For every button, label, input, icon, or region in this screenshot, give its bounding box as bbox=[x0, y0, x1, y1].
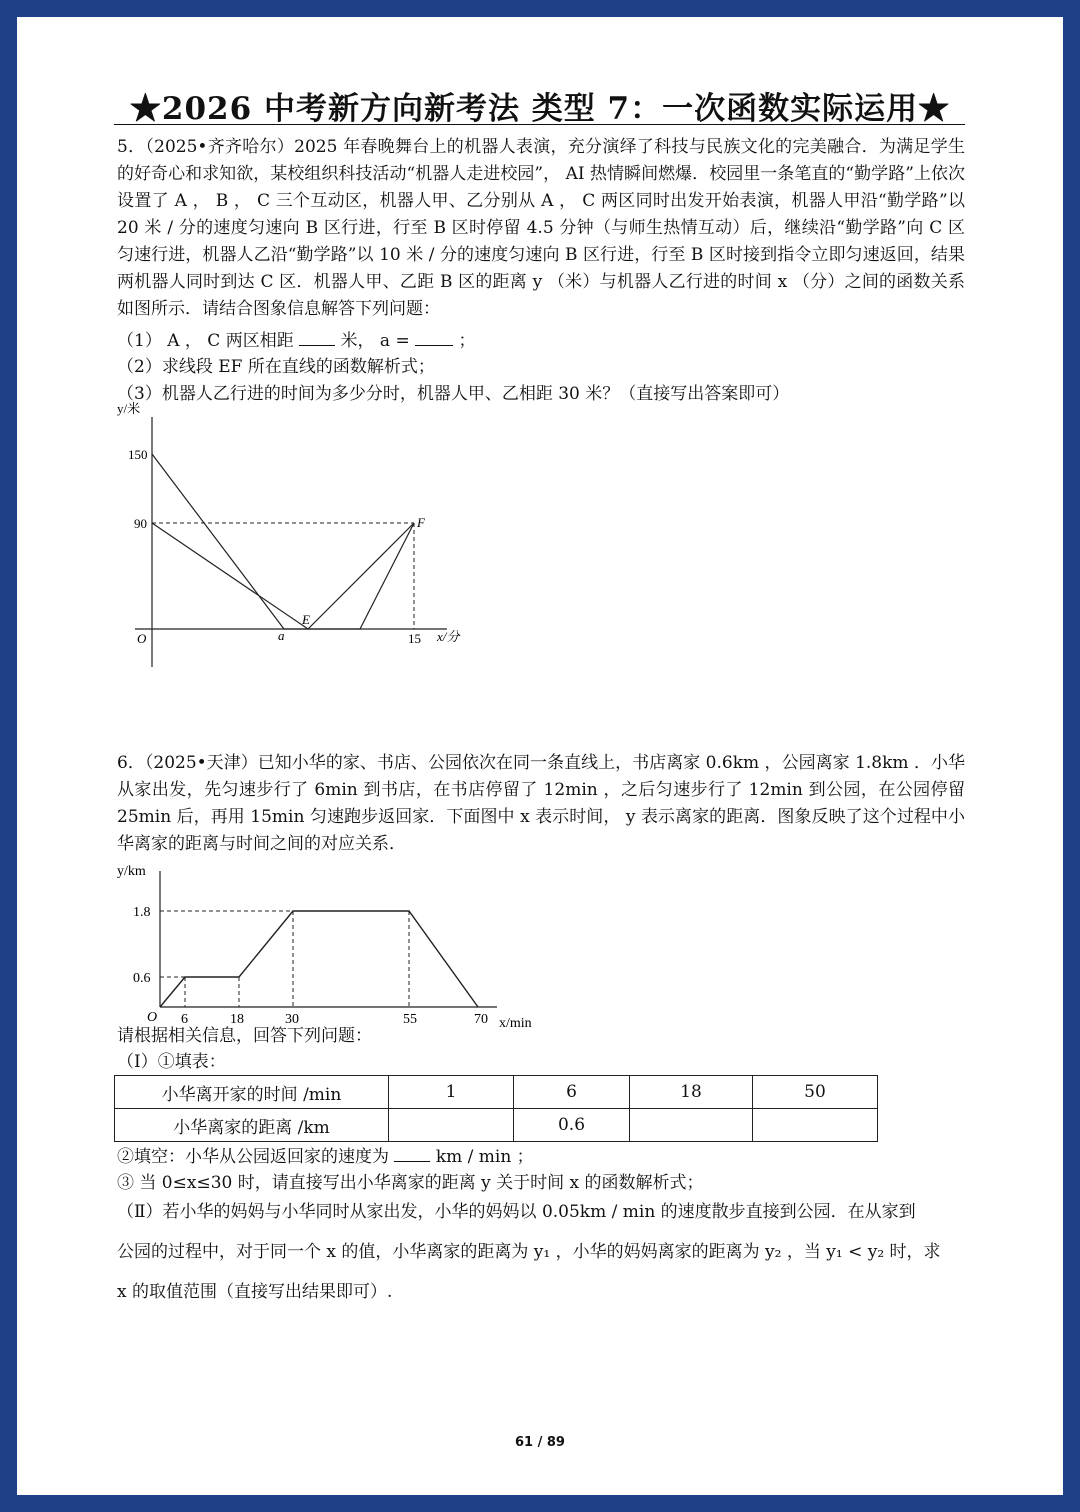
q6-part2-line2: 公园的过程中，对于同一个 x 的值，小华离家的距离为 y₁ ，小华的妈妈离家的距离为 y₂ ，当 y₁ < y₂ 时，求 bbox=[117, 1242, 941, 1262]
g6-x-tick-30: 30 bbox=[285, 1012, 299, 1027]
q5-part2: （2）求线段 EF 所在直线的函数解析式； bbox=[117, 357, 435, 377]
g5-label-E: E bbox=[302, 612, 310, 627]
q5-part1-a: （1） A ， C 两区相距 bbox=[117, 331, 294, 351]
table-cell: 50 bbox=[753, 1076, 878, 1109]
q6-part1-3: ③ 当 0≤x≤30 时，请直接写出小华离家的距离 y 关于时间 x 的函数解析式； bbox=[117, 1173, 704, 1193]
g6-origin: O bbox=[147, 1010, 158, 1025]
q6-prompt: 请根据相关信息，回答下列问题： bbox=[117, 1026, 372, 1046]
table-cell-input[interactable] bbox=[389, 1109, 514, 1142]
page-number: 61 / 89 bbox=[515, 1435, 565, 1450]
q6-blank-speed[interactable] bbox=[394, 1143, 430, 1162]
page-title: ★2026 中考新方向新考法 类型 7：一次函数实际运用★ bbox=[129, 91, 951, 127]
g5-series-jia bbox=[152, 454, 414, 629]
table-cell: 18 bbox=[630, 1076, 753, 1109]
table-row bbox=[115, 1076, 878, 1109]
q6-graph bbox=[17, 857, 1063, 1037]
g6-x-tick-55: 55 bbox=[403, 1012, 417, 1027]
g6-y-tick-18: 1.8 bbox=[133, 905, 151, 920]
q5-part1-c: ； bbox=[458, 331, 476, 351]
q6-part1-label: （Ⅰ）①填表： bbox=[117, 1052, 226, 1072]
g6-y-label: y/km bbox=[117, 864, 146, 879]
g5-y-tick-90: 90 bbox=[134, 516, 147, 531]
table-cell: 1 bbox=[389, 1076, 514, 1109]
g6-x-label: x/min bbox=[499, 1016, 532, 1031]
q5-graph bbox=[17, 17, 1063, 717]
g5-y-label: y/米 bbox=[117, 401, 141, 416]
table-cell: 6 bbox=[514, 1076, 630, 1109]
g5-x-label: x/分 bbox=[437, 629, 460, 644]
table-row2-header: 小华离家的距离 /km bbox=[115, 1109, 389, 1142]
g6-series bbox=[160, 911, 478, 1007]
g5-series-yi bbox=[152, 523, 414, 629]
q6-fill-table bbox=[114, 1075, 878, 1142]
table-row1-header: 小华离开家的时间 /min bbox=[115, 1076, 389, 1109]
g6-x-tick-18: 18 bbox=[230, 1012, 244, 1027]
q6-part1-2a: ②填空：小华从公园返回家的速度为 bbox=[117, 1147, 389, 1167]
g6-x-tick-6: 6 bbox=[181, 1012, 188, 1027]
g5-x-tick-a: a bbox=[278, 628, 285, 643]
table-row bbox=[115, 1109, 878, 1142]
q6-part1-2 bbox=[117, 1143, 977, 1171]
g6-y-tick-06: 0.6 bbox=[133, 971, 151, 986]
q5-text: 5．（2025•齐齐哈尔）2025 年春晚舞台上的机器人表演，充分演绎了科技与民族文化的完美融合．为满足学生的好奇心和求知欲，某校组织科技活动“机器人走进校园”， AI 热情瞬间燃爆．校园里一条笔直的“勤学路”上依次设置了 A ， B ， C 三个互动区，机器人甲、乙分别从 A ， C 两区同时出发开始表演，机器人甲沿“勤学路”以 20 米 / 分的速度匀速向 B 区行进，行至 B 区时停留 4.5 分钟（与师生热情互动）后，继续沿“勤学路”向 C 区匀速行进，机器人乙沿“勤学路”以 10 米 / 分的速度匀速向 B 区行进，行至 B 区时接到指令立即匀速返回，结果两机器人同时到达 C 区．机器人甲、乙距 B 区的距离 y （米）与机器人乙行进的时间 x （分）之间的函数关系如图所示．请结合图象信息解答下列问题： bbox=[117, 137, 965, 319]
q5-part3: （3）机器人乙行进的时间为多少分时，机器人甲、乙相距 30 米？（直接写出答案即可） bbox=[117, 384, 790, 404]
g5-label-F: F bbox=[417, 515, 425, 530]
document-page bbox=[17, 17, 1063, 1495]
g5-y-tick-150: 150 bbox=[128, 447, 148, 462]
table-cell: 0.6 bbox=[514, 1109, 630, 1142]
g5-origin: O bbox=[137, 631, 147, 646]
q6-part2-line1: （Ⅱ）若小华的妈妈与小华同时从家出发，小华的妈妈以 0.05km / min 的速度散步直接到公园．在从家到 bbox=[117, 1202, 916, 1222]
table-cell-input[interactable] bbox=[630, 1109, 753, 1142]
q5-part1-b: 米， a = bbox=[340, 331, 410, 351]
q6-part1-2b: km / min ； bbox=[435, 1147, 534, 1167]
g6-x-tick-70: 70 bbox=[474, 1012, 488, 1027]
q6-text: 6．（2025•天津）已知小华的家、书店、公园依次在同一条直线上，书店离家 0.6km ，公园离家 1.8km ．小华从家出发，先匀速步行了 6min 到书店，在书店停留了 12min ，之后匀速步行了 12min 到公园，在公园停留 25min 后，再用 15min 匀速跑步返回家．下面图中 x 表示时间， y 表示离家的距离．图象反映了这个过程中小华离家的距离与时间之间的对应关系． bbox=[117, 753, 965, 854]
g5-x-tick-15: 15 bbox=[408, 631, 421, 646]
q6-part2-line3: x 的取值范围（直接写出结果即可）. bbox=[117, 1282, 393, 1302]
table-cell-input[interactable] bbox=[753, 1109, 878, 1142]
